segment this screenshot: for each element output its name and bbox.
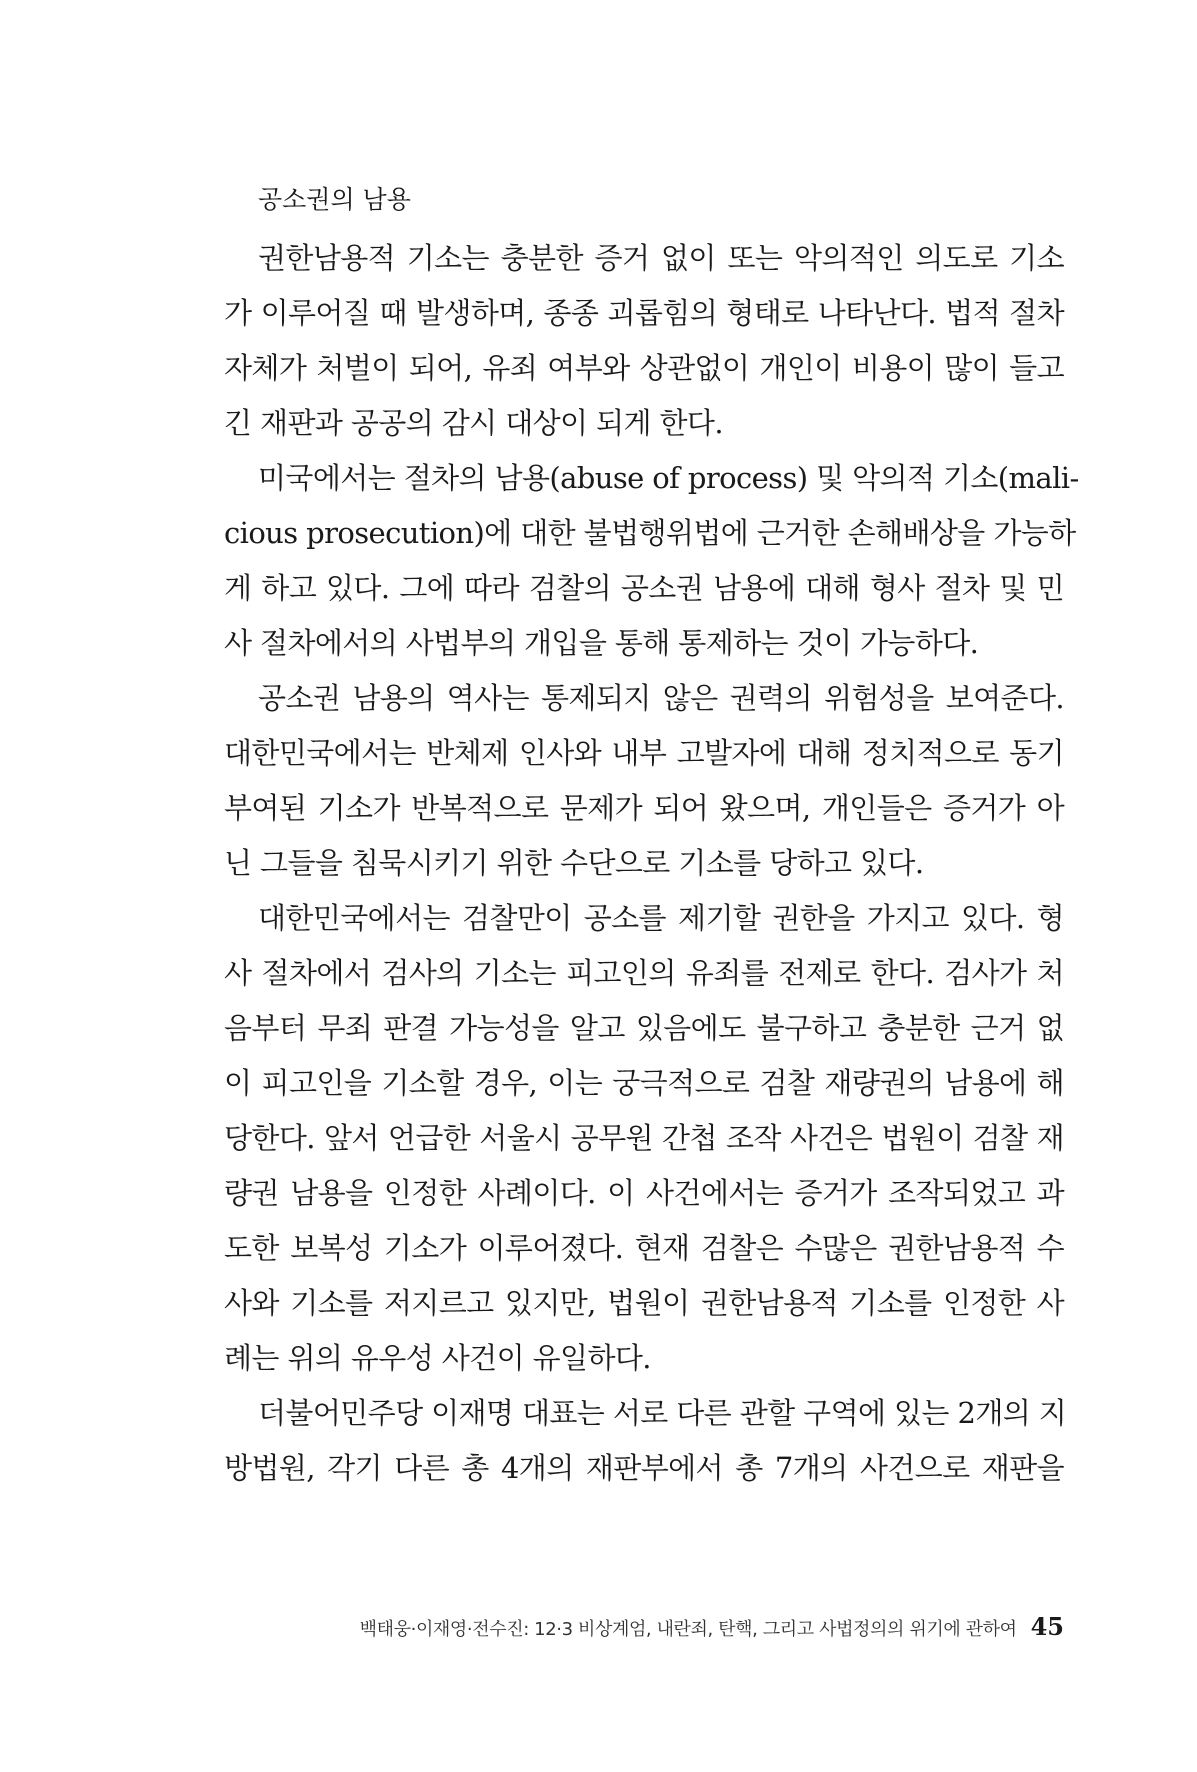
text-line: 당한다. 앞서 언급한 서울시 공무원 간첩 조작 사건은 법원이 검찰 재 <box>224 1121 1064 1155</box>
text-line: cious prosecution)에 대한 불법행위법에 근거한 손해배상을 가능하 <box>224 516 1076 550</box>
text-line: 닌 그들을 침묵시키기 위한 수단으로 기소를 당하고 있다. <box>224 846 924 880</box>
text-line: 방법원, 각기 다른 총 4개의 재판부에서 총 7개의 사건으로 재판을 <box>224 1451 1064 1485</box>
text-line: 도한 보복성 기소가 이루어졌다. 현재 검찰은 수많은 권한남용적 수 <box>224 1231 1064 1265</box>
text-line: 음부터 무죄 판결 가능성을 알고 있음에도 불구하고 충분한 근거 없 <box>224 1011 1064 1045</box>
running-head: 백태웅·이재영·전수진: 12·3 비상계엄, 내란죄, 탄핵, 그리고 사법정의의 위기에 관하여 <box>359 1619 1017 1640</box>
text-line: 공소권 남용의 역사는 통제되지 않은 권력의 위험성을 보여준다. <box>258 681 1064 715</box>
text-line: 사와 기소를 저지르고 있지만, 법원이 권한남용적 기소를 인정한 사 <box>224 1286 1064 1320</box>
section-heading: 공소권의 남용 <box>258 185 411 214</box>
text-line: 가 이루어질 때 발생하며, 종종 괴롭힘의 형태로 나타난다. 법적 절차 <box>224 296 1064 330</box>
text-line: 이 피고인을 기소할 경우, 이는 궁극적으로 검찰 재량권의 남용에 해 <box>224 1066 1064 1100</box>
text-line: 량권 남용을 인정한 사례이다. 이 사건에서는 증거가 조작되었고 과 <box>224 1176 1064 1210</box>
text-line: 대한민국에서는 반체제 인사와 내부 고발자에 대해 정치적으로 동기 <box>224 736 1064 770</box>
text-line: 부여된 기소가 반복적으로 문제가 되어 왔으며, 개인들은 증거가 아 <box>224 791 1064 825</box>
text-line: 게 하고 있다. 그에 따라 검찰의 공소권 남용에 대해 형사 절차 및 민 <box>224 571 1064 605</box>
page-footer <box>288 1612 1064 1641</box>
page-number: 45 <box>1030 1612 1064 1641</box>
text-line: 례는 위의 유우성 사건이 유일하다. <box>224 1341 651 1375</box>
text-line: 권한남용적 기소는 충분한 증거 없이 또는 악의적인 의도로 기소 <box>258 241 1064 275</box>
text-line: 더불어민주당 이재명 대표는 서로 다른 관할 구역에 있는 2개의 지 <box>258 1396 1067 1430</box>
text-line: 사 절차에서 검사의 기소는 피고인의 유죄를 전제로 한다. 검사가 처 <box>224 956 1064 990</box>
text-line: 자체가 처벌이 되어, 유죄 여부와 상관없이 개인이 비용이 많이 들고 <box>224 351 1064 385</box>
text-line: 대한민국에서는 검찰만이 공소를 제기할 권한을 가지고 있다. 형 <box>258 901 1064 935</box>
text-line: 긴 재판과 공공의 감시 대상이 되게 한다. <box>224 406 723 440</box>
text-line: 사 절차에서의 사법부의 개입을 통해 통제하는 것이 가능하다. <box>224 626 979 660</box>
text-line: 미국에서는 절차의 남용(abuse of process) 및 악의적 기소(mali- <box>258 461 1079 495</box>
